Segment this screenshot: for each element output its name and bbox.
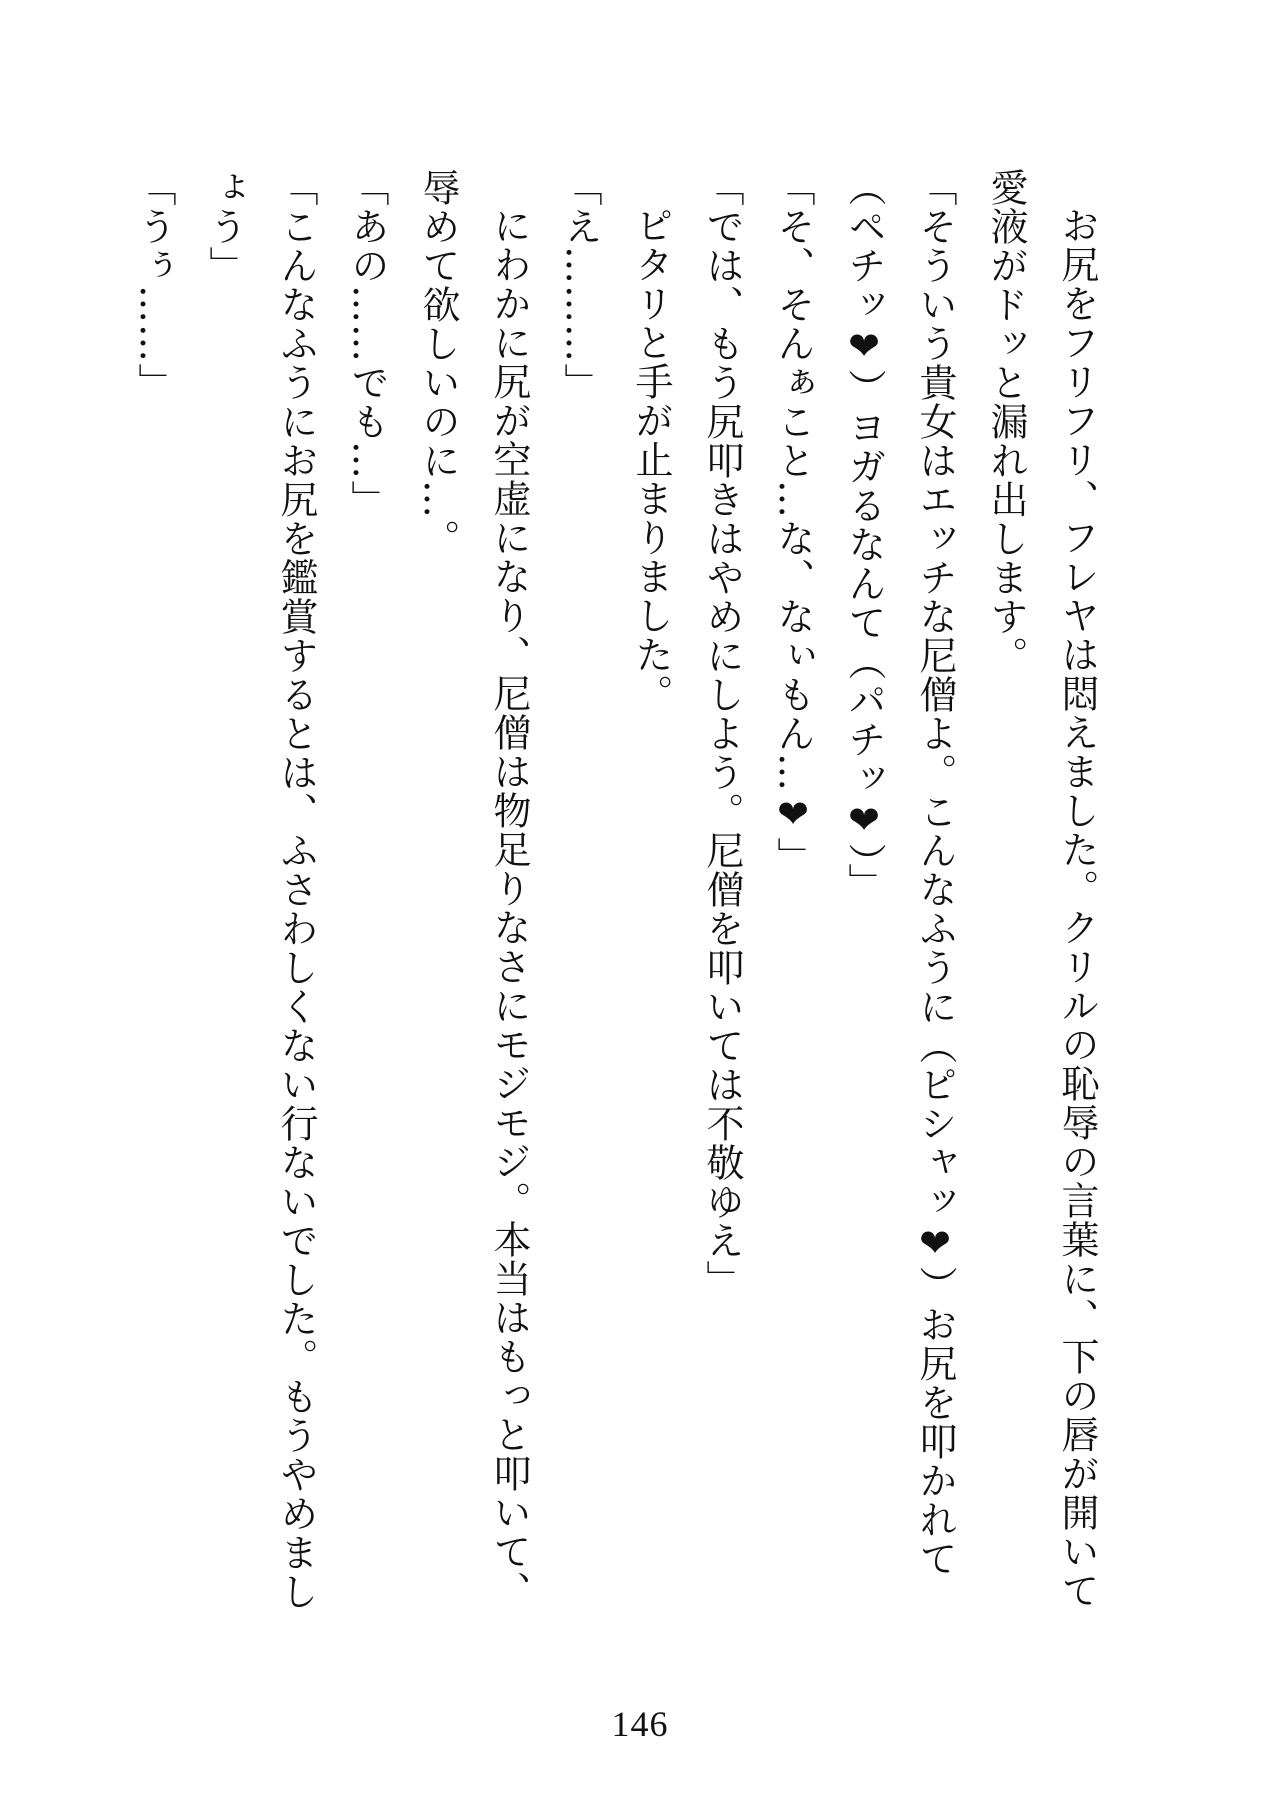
paragraph-10: 「うぅ……」: [132, 168, 176, 402]
paragraph-7: にわかに尻が空虚になり、尼僧は物足りなさにモジモジ。本当はもっと叩いて、辱めて欲しいのに…。: [416, 168, 531, 1610]
paragraph-8: 「あの……でも…」: [345, 168, 389, 519]
paragraph-5: ピタリと手が止まりました。: [629, 206, 673, 713]
paragraph-6: 「え………」: [558, 168, 602, 402]
paragraph-4: 「では、もう尻叩きはやめにしよう。尼僧を叩いては不敬ゆえ」: [700, 168, 744, 1299]
paragraph-9: 「こんなふうにお尻を鑑賞するとは、ふさわしくない行ないでした。もうやめましょう」: [203, 168, 318, 1611]
paragraph-3: 「そ、そんぁこと…な、なぃもん…❤」: [771, 168, 815, 876]
paragraph-2: 「そういう貴女はエッチな尼僧よ。こんなふうに（ピシャッ❤）お尻を叩かれて（ペチッ❤）ヨガるなんて（パチッ❤）」: [842, 168, 957, 1578]
vertical-text-body: [118, 168, 1112, 1638]
page-number: 146: [611, 1704, 669, 1744]
paragraph-1: お尻をフリフリ、フレヤは悶えました。クリルの恥辱の言葉に、下の唇が開いて愛液がドッと漏れ出します。: [984, 168, 1099, 1610]
